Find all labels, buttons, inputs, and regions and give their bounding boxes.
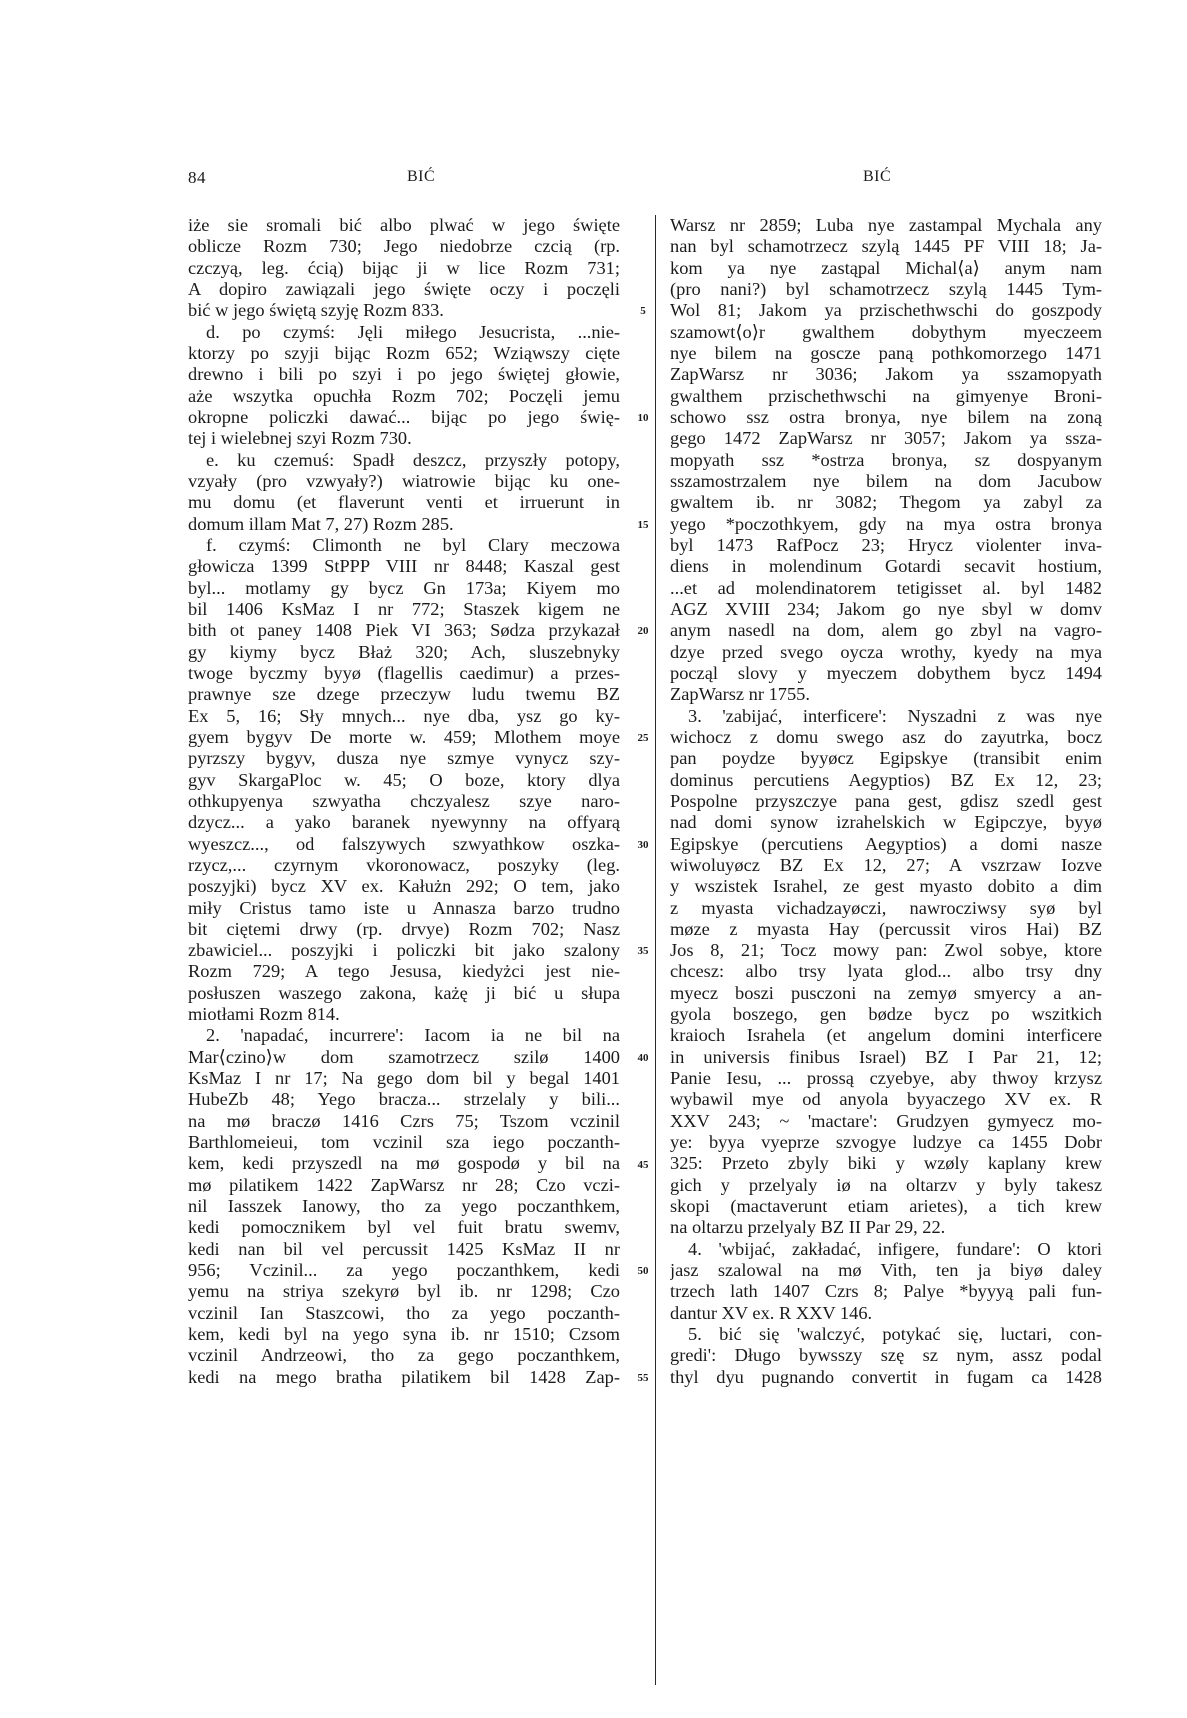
text-line: kedi nan bil vel percussit 1425 KsMaz II nr — [188, 1238, 620, 1259]
text-line: bit ciętemi drwy (rp. drvye) Rozm 702; Nasz — [188, 918, 620, 939]
text-line: chcesz: albo trsy lyata glod... albo trsy dny — [670, 961, 1102, 982]
text-line: kem, kedi byl na yego syna ib. nr 1510; Czsom — [188, 1324, 620, 1345]
text-line: vczinil Andrzeowi, tho za gego poczanthkem, — [188, 1345, 620, 1366]
text-line: thyl dyu pugnando convertit in fugam ca 1428 — [670, 1366, 1102, 1387]
text-line: trzech lath 1407 Czrs 8; Palye *byyyą pali fun- — [670, 1281, 1102, 1302]
running-head-right: BIĆ — [863, 168, 892, 185]
text-line: kom ya nye zastąpal Michal⟨a⟩ anym nam — [670, 257, 1102, 278]
line-number: 30 — [637, 838, 649, 851]
text-line: zbawiciel... poszyjki i policzki bit jako szalony — [188, 940, 620, 961]
text-line: dzycz... a yako baranek nyewynny na offyarą — [188, 812, 620, 833]
text-line: miły Cristus tamo iste u Annasza barzo trudno — [188, 897, 620, 918]
text-line: kem, kedi przyszedl na mø gospodø y bil na — [188, 1153, 620, 1174]
text-line: z myasta vichadzayøczi, nawrocziwsy syø byl — [670, 897, 1102, 918]
text-line: othkupyenya szwyatha chczyalesz szye naro- — [188, 790, 620, 811]
text-line: wiwoluyøcz BZ Ex 12, 27; A vszrzaw Iozve — [670, 854, 1102, 875]
text-line: 4. 'wbijać, zakładać, infigere, fundare': O ktori — [688, 1238, 1102, 1259]
text-line: kedi pomocznikem byl vel fuit bratu swemv, — [188, 1217, 620, 1238]
text-line: na oltarzu przelyaly BZ II Par 29, 22. — [670, 1217, 946, 1238]
text-line: Egipskye (percutiens Aegyptios) a domi nasze — [670, 833, 1102, 854]
text-line: yemu na striya szekyrø byl ib. nr 1298; Czo — [188, 1281, 620, 1302]
text-line: Jos 8, 21; Tocz mowy pan: Zwol sobye, ktore — [670, 940, 1102, 961]
text-line: gwaltem ib. nr 3082; Thegom ya zabyl za — [670, 492, 1102, 513]
text-line: Pospolne przyszczye pana gest, gdisz szedl gest — [670, 790, 1102, 811]
text-line: gredi': Długo bywsszy szę sz nym, assz podal — [670, 1345, 1102, 1366]
text-line: Panie Iesu, ... prossą czyebye, aby thwoy krzysz — [670, 1068, 1102, 1089]
text-line: posłuszen waszego zakona, każę ji bić u słupa — [188, 982, 620, 1003]
text-line: yego *poczothkyem, gdy na mya ostra bronya — [670, 513, 1102, 534]
text-line: f. czymś: Climonth ne byl Clary meczowa — [206, 534, 620, 555]
running-head-left: BIĆ — [407, 168, 436, 185]
text-line: 325: Przeto zbyly biki y wzøly kaplany krew — [670, 1153, 1102, 1174]
text-line: gyem bygyv De morte w. 459; Mlothem moye — [188, 726, 620, 747]
text-line: na mø braczø 1416 Czrs 75; Tszom vczinil — [188, 1110, 620, 1131]
line-number: 45 — [637, 1158, 649, 1171]
text-line: wyeszcz..., od falszywych szwyathkow oszka- — [188, 833, 620, 854]
column-divider — [655, 215, 656, 1685]
text-line: vzyały (pro vzwyały?) wiatrowie bijąc ku one- — [188, 470, 620, 491]
text-line: ZapWarsz nr 3036; Jakom ya sszamopyath — [670, 364, 1102, 385]
text-line: począl slovy y myeczem dobythem bycz 1494 — [670, 662, 1102, 683]
line-number: 15 — [637, 518, 649, 531]
text-line: drewno i bili po szyi i po jego świętej głowie, — [188, 364, 620, 385]
text-line: gyv SkargaPloc w. 45; O boze, ktory dlya — [188, 769, 620, 790]
text-line: nad domi synow izrahelskich w Egipczye, byyø — [670, 812, 1102, 833]
text-line: domum illam Mat 7, 27) Rozm 285. — [188, 513, 454, 534]
text-line: dzye przed svego oycza wrothy, kyedy na mya — [670, 641, 1102, 662]
text-line: HubeZb 48; Yego bracza... strzelaly y bili... — [188, 1089, 620, 1110]
text-line: gwalthem przischethwschi na gimyenye Broni- — [670, 385, 1102, 406]
text-line: rzycz,... czyrnym vkoronowacz, poszyky (leg. — [188, 854, 620, 875]
line-number: 25 — [637, 731, 649, 744]
line-number: 55 — [637, 1371, 649, 1384]
text-line: ZapWarsz nr 1755. — [670, 684, 810, 705]
text-line: y wszistek Israhel, ze gest myasto dobito a dim — [670, 876, 1102, 897]
text-line: szamowt⟨o⟩r gwalthem dobythym myeczeem — [670, 321, 1102, 342]
text-line: skopi (mactaverunt etiam arietes), a tich krew — [670, 1196, 1102, 1217]
text-line: vczinil Ian Staszcowi, tho za yego poczanth- — [188, 1302, 620, 1323]
text-line: gego 1472 ZapWarsz nr 3057; Jakom ya ssza- — [670, 428, 1102, 449]
text-line: wybawil mye od anyola byyaczego XV ex. R — [670, 1089, 1102, 1110]
text-line: bić w jego świętą szyję Rozm 833. — [188, 300, 444, 321]
text-line: dominus percutiens Aegyptios) BZ Ex 12, 23; — [670, 769, 1102, 790]
text-line: Barthlomeieui, tom vczinil sza iego poczanth- — [188, 1132, 620, 1153]
text-line: aże wszytka opuchła Rozm 702; Poczęli jemu — [188, 385, 620, 406]
text-line: bil 1406 KsMaz I nr 772; Staszek kigem ne — [188, 598, 620, 619]
text-line: 956; Vczinil... za yego poczanthkem, kedi — [188, 1260, 620, 1281]
text-line: czczyą, leg. ćcią) bijąc ji w lice Rozm 731; — [188, 257, 620, 278]
text-line: in universis finibus Israel) BZ I Par 21, 12; — [670, 1046, 1102, 1067]
line-number: 20 — [637, 625, 649, 638]
text-line: iże sie sromali bić albo plwać w jego święte — [188, 215, 620, 235]
text-line: ktorzy po szyji bijąc Rozm 652; Wziąwszy cięte — [188, 342, 620, 363]
text-line: Wol 81; Jakom ya przischethwschi do goszpody — [670, 300, 1102, 321]
text-line: ...et ad molendinatorem tetigisset al. byl 1482 — [670, 577, 1102, 598]
text-line: Mar⟨czino⟩w dom szamotrzecz szilø 1400 — [188, 1046, 620, 1067]
text-line: 5. bić się 'walczyć, potykać się, luctari, con- — [688, 1324, 1102, 1345]
line-number: 35 — [637, 945, 649, 958]
text-line: myecz boszi pusczoni na zemyø smyercy a an- — [670, 982, 1102, 1003]
line-number: 40 — [637, 1051, 649, 1064]
text-line: oblicze Rozm 730; Jego niedobrze czcią (rp. — [188, 236, 620, 257]
left-column — [188, 215, 620, 1685]
text-line: møze z myasta Hay (percussit viros Hai) BZ — [670, 918, 1102, 939]
text-line: nan byl schamotrzecz szylą 1445 PF VIII 18; Ja- — [670, 236, 1102, 257]
text-line: głowicza 1399 StPPP VIII nr 8448; Kaszal gest — [188, 556, 620, 577]
text-line: twoge byczmy byyø (flagellis caedimur) a przes- — [188, 662, 620, 683]
text-line: mø pilatikem 1422 ZapWarsz nr 28; Czo vczi- — [188, 1174, 620, 1195]
text-line: e. ku czemuś: Spadł deszcz, przyszły potopy, — [206, 449, 620, 470]
text-line: gich y przelyaly iø na oltarzv y byly takesz — [670, 1174, 1102, 1195]
text-line: A dopiro zawiązali jego święte oczy i poczęli — [188, 278, 620, 299]
text-line: diens in molendinum Gotardi secavit hostium, — [670, 556, 1102, 577]
text-line: Ex 5, 16; Sły mnych... nye dba, ysz go ky- — [188, 705, 620, 726]
text-line: Rozm 729; A tego Jesusa, kiedyżci jest nie- — [188, 961, 620, 982]
text-line: kraioch Israhela (et angelum domini interficere — [670, 1025, 1102, 1046]
line-number: 10 — [637, 411, 649, 424]
text-line: KsMaz I nr 17; Na gego dom bil y begal 1401 — [188, 1068, 620, 1089]
text-line: kedi na mego bratha pilatikem bil 1428 Zap- — [188, 1366, 620, 1387]
text-line: poszyjki) bycz XV ex. Kałużn 292; O tem, jako — [188, 876, 620, 897]
text-line: okropne policzki dawać... bijąc po jego świę- — [188, 406, 620, 427]
text-line: bith ot paney 1408 Piek VI 363; Sødza przykazał — [188, 620, 620, 641]
text-line: dantur XV ex. R XXV 146. — [670, 1302, 873, 1323]
text-line: XXV 243; ~ 'mactare': Grudzyen gymyecz mo- — [670, 1110, 1102, 1131]
line-number: 5 — [640, 305, 646, 318]
text-line: mu domu (et flaverunt venti et irruerunt in — [188, 492, 620, 513]
text-line: ye: byya vyeprze szvogye ludzye ca 1455 Dobr — [670, 1132, 1102, 1153]
text-line: gyola boszego, gen bødze bycz po wszitkich — [670, 1004, 1102, 1025]
text-line: gy kiymy bycz Błaż 320; Ach, sluszebnyky — [188, 641, 620, 662]
text-line: nil Iasszek Ianowy, tho za yego poczanthkem, — [188, 1196, 620, 1217]
page-number: 84 — [188, 168, 206, 187]
text-line: 3. 'zabijać, interficere': Nyszadni z was nye — [688, 705, 1102, 726]
text-line: (pro nani?) byl schamotrzecz szylą 1445 Tym- — [670, 278, 1102, 299]
line-number: 50 — [637, 1265, 649, 1278]
text-line: wichocz z domu swego asz do zayutrka, bocz — [670, 726, 1102, 747]
text-line: jasz szalowal na mø Vith, ten ja biyø daley — [670, 1260, 1102, 1281]
text-line: Warsz nr 2859; Luba nye zastampal Mychala any — [670, 215, 1102, 235]
right-column — [670, 215, 1102, 1685]
text-line: nye bilem na goscze paną pothkomorzego 1471 — [670, 342, 1102, 363]
text-line: schowo ssz ostra bronya, nye bilem na zoną — [670, 406, 1102, 427]
text-line: AGZ XVIII 234; Jakom go nye sbyl w domv — [670, 598, 1102, 619]
text-line: pan poydze byyøcz Egipskye (transibit enim — [670, 748, 1102, 769]
text-line: miotłami Rozm 814. — [188, 1004, 340, 1025]
text-line: byl... motlamy gy bycz Gn 173a; Kiyem mo — [188, 577, 620, 598]
text-line: prawnye sze dzege przeczyw ludu twemu BZ — [188, 684, 620, 705]
text-line: sszamostrzalem nye bilem na dom Jacubow — [670, 470, 1102, 491]
text-line: anym nasedl na dom, alem go zbyl na vagro- — [670, 620, 1102, 641]
text-line: tej i wielebnej szyi Rozm 730. — [188, 428, 412, 449]
text-line: pyrzszy bygyv, dusza nye szmye vynycz szy- — [188, 748, 620, 769]
text-line: mopyath ssz *ostrza bronya, sz dospyanym — [670, 449, 1102, 470]
text-line: d. po czymś: Jęli miłego Jesucrista, ...nie- — [206, 321, 620, 342]
text-line: byl 1473 RafPocz 23; Hrycz violenter inva- — [670, 534, 1102, 555]
text-line: 2. 'napadać, incurrere': Iacom ia ne bil na — [206, 1025, 620, 1046]
